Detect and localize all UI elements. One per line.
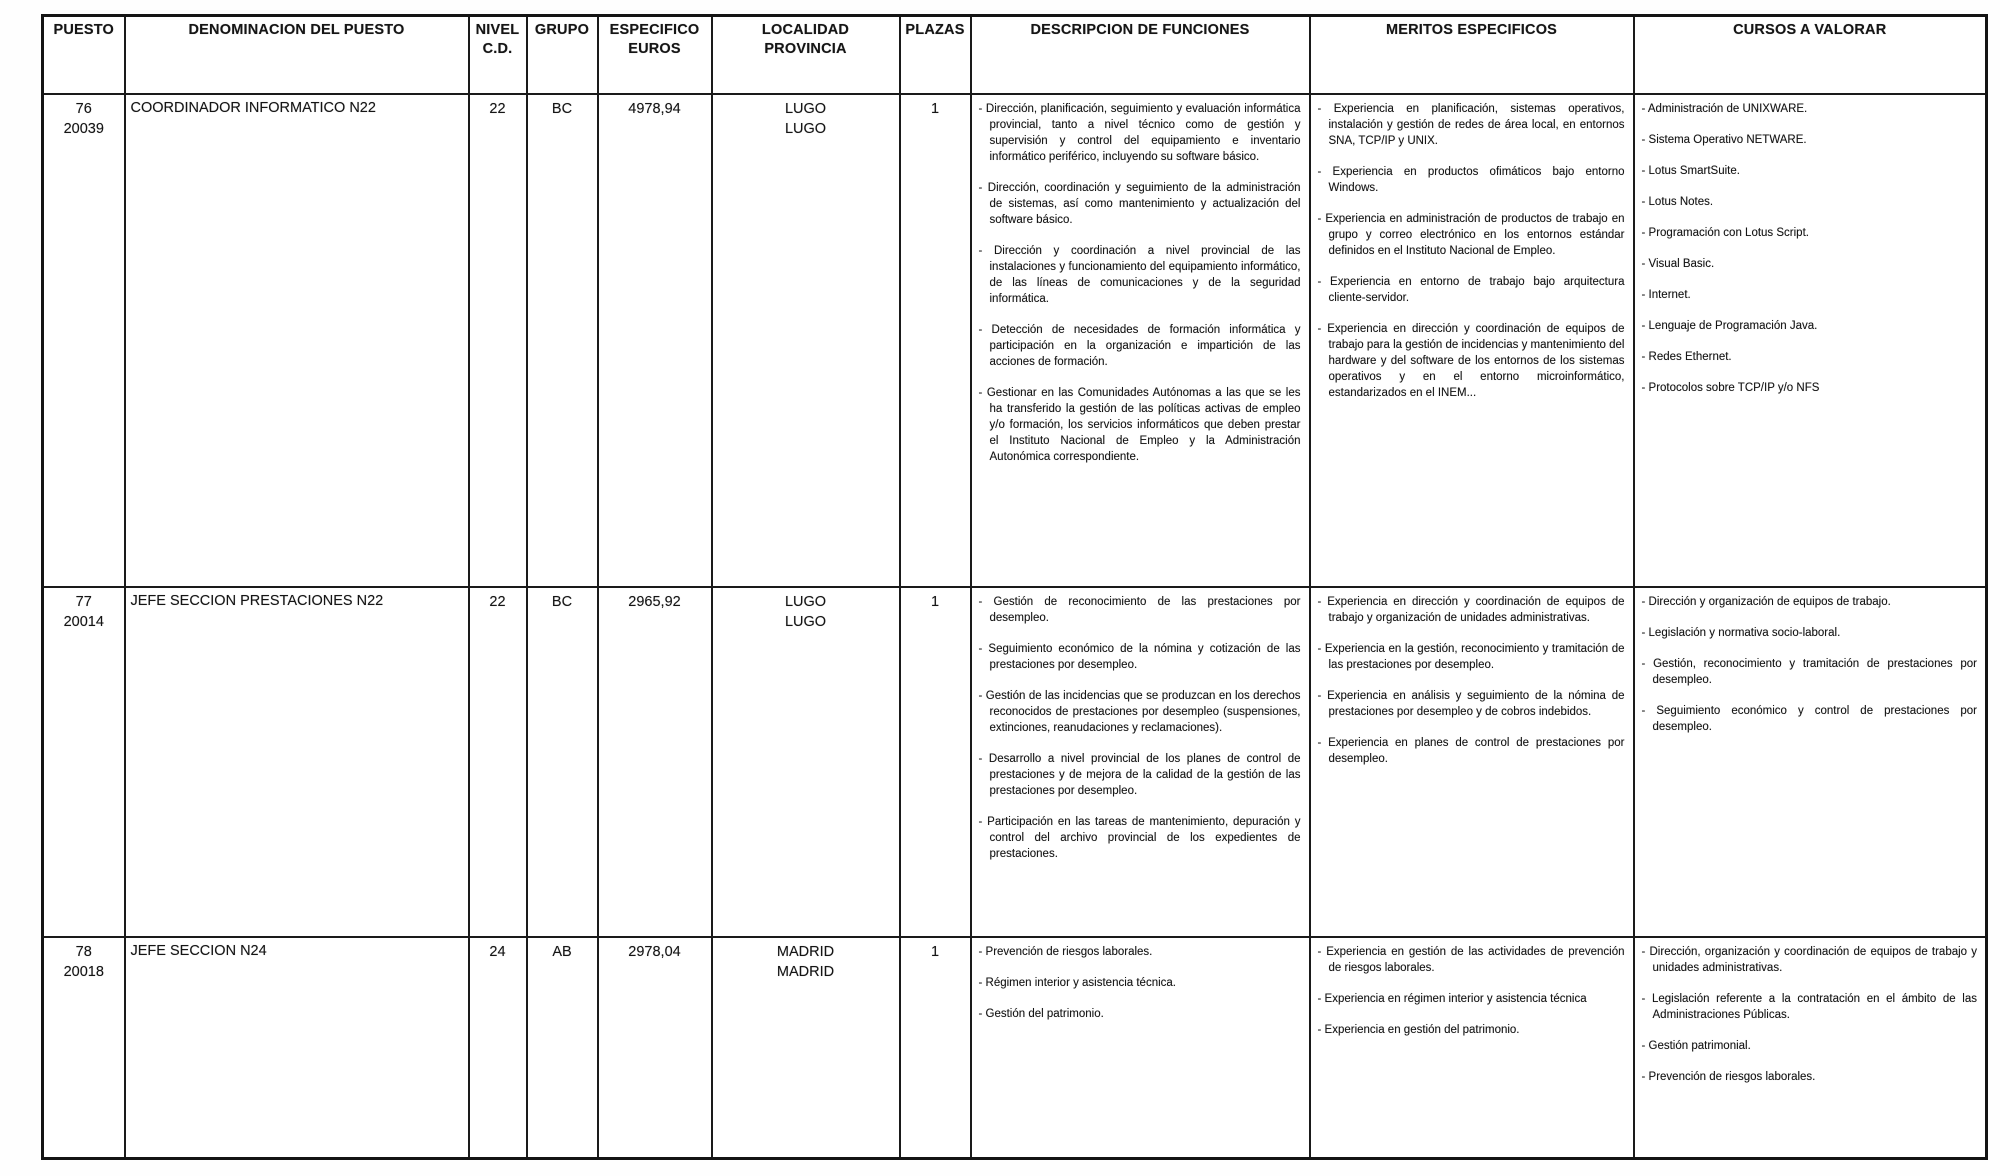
cell-nivel: 24	[469, 937, 527, 1159]
header-localidad	[712, 16, 900, 94]
header-denominacion: DENOMINACION DEL PUESTO	[125, 16, 469, 94]
funciones-list	[979, 594, 1301, 862]
cell-funciones	[971, 587, 1310, 937]
cell-funciones	[971, 94, 1310, 587]
header-especifico-line1: ESPECIFICO	[609, 22, 700, 38]
list-item: - Seguimiento económico de la nómina y cotización de las prestaciones por desempleo.	[978, 642, 1301, 671]
list-item: - Seguimiento económico y control de prestaciones por desempleo.	[1641, 704, 1977, 733]
list-item: - Régimen interior y asistencia técnica.	[978, 976, 1176, 989]
list-item: - Gestión, reconocimiento y tramitación de prestaciones por desempleo.	[1641, 657, 1977, 686]
cell-plazas: 1	[900, 587, 971, 937]
list-item: - Detección de necesidades de formación informática y participación en la organización e impartición de las acciones de formación.	[978, 323, 1301, 368]
cell-localidad	[712, 94, 900, 587]
cell-denominacion: JEFE SECCION N24	[125, 937, 469, 1159]
cursos-list	[1642, 594, 1978, 735]
list-item: - Desarrollo a nivel provincial de los planes de control de prestaciones y de mejora de la calidad de la gestión de las prestaciones por desempleo.	[978, 752, 1301, 797]
cell-especifico: 2965,92	[598, 587, 712, 937]
header-especifico	[598, 16, 712, 94]
table-row-puesto-76	[43, 94, 1987, 587]
provincia: LUGO	[784, 120, 827, 137]
list-item: - Experiencia en planificación, sistemas operativos, instalación y gestión de redes de área local, en entornos SNA, TCP/IP y UNIX.	[1317, 102, 1625, 147]
list-item: - Participación en las tareas de mantenimiento, depuración y control del archivo provincial de los expedientes de prestaciones.	[978, 815, 1301, 860]
list-item: - Legislación referente a la contratación en el ámbito de las Administraciones Públicas.	[1641, 992, 1977, 1021]
cell-puesto	[43, 94, 125, 587]
job-postings-table	[41, 14, 1988, 1160]
list-item: - Visual Basic.	[1641, 257, 1715, 270]
cell-puesto	[43, 937, 125, 1159]
list-item: - Experiencia en régimen interior y asistencia técnica	[1317, 992, 1587, 1005]
cell-cursos	[1634, 937, 1987, 1159]
list-item: - Prevención de riesgos laborales.	[1641, 1070, 1816, 1083]
list-item: - Legislación y normativa socio-laboral.	[1641, 626, 1841, 639]
provincia: LUGO	[784, 613, 827, 630]
list-item: - Experiencia en administración de productos de trabajo en grupo y correo electrónico en los entornos estándar definidos en el Instituto Nacional de Empleo.	[1317, 212, 1625, 257]
puesto-code: 20039	[63, 120, 104, 137]
list-item: - Administración de UNIXWARE.	[1641, 102, 1808, 115]
localidad: LUGO	[784, 100, 827, 117]
list-item: - Internet.	[1641, 288, 1691, 301]
cell-especifico: 4978,94	[598, 94, 712, 587]
list-item: - Experiencia en dirección y coordinación de equipos de trabajo para la gestión de incidencias y mantenimiento del hardware y del software de los entornos de los sistemas operativos y en el entorno microinformático, estandarizados en el INEM...	[1317, 322, 1625, 399]
list-item: - Dirección y organización de equipos de trabajo.	[1641, 595, 1891, 608]
header-puesto: PUESTO	[43, 16, 125, 94]
list-item: - Gestión de reconocimiento de las prestaciones por desempleo.	[978, 595, 1301, 624]
list-item: - Lenguaje de Programación Java.	[1641, 319, 1818, 332]
list-item: - Lotus Notes.	[1641, 195, 1714, 208]
list-item: - Experiencia en gestión de las actividades de prevención de riesgos laborales.	[1317, 945, 1625, 974]
puesto-number: 76	[75, 100, 92, 117]
table-header-row	[43, 16, 1987, 94]
list-item: - Dirección, organización y coordinación de equipos de trabajo y unidades administrativas.	[1641, 945, 1977, 974]
cell-meritos	[1310, 937, 1634, 1159]
header-plazas: PLAZAS	[900, 16, 971, 94]
list-item: - Dirección y coordinación a nivel provincial de las instalaciones y funcionamiento del equipamiento informático, de las líneas de comunicaciones y de la seguridad informática.	[978, 244, 1301, 305]
list-item: - Sistema Operativo NETWARE.	[1641, 133, 1807, 146]
table-row-puesto-77	[43, 587, 1987, 937]
cell-localidad	[712, 587, 900, 937]
list-item: - Gestión del patrimonio.	[978, 1007, 1104, 1020]
puesto-code: 20018	[63, 963, 104, 980]
table-row-puesto-78	[43, 937, 1987, 1159]
list-item: - Experiencia en la gestión, reconocimiento y tramitación de las prestaciones por desempleo.	[1317, 642, 1625, 671]
list-item: - Gestión de las incidencias que se produzcan en los derechos reconocidos de prestaciones por desempleo (suspensiones, extinciones, reanudaciones y reclamaciones).	[978, 689, 1301, 734]
puesto-number: 78	[75, 943, 92, 960]
meritos-list	[1318, 944, 1625, 1038]
meritos-list	[1318, 101, 1625, 401]
list-item: - Gestión patrimonial.	[1641, 1039, 1751, 1052]
header-funciones: DESCRIPCION DE FUNCIONES	[971, 16, 1310, 94]
cell-plazas: 1	[900, 94, 971, 587]
header-cursos: CURSOS A VALORAR	[1634, 16, 1987, 94]
list-item: - Dirección, coordinación y seguimiento de la administración de sistemas, así como mantenimiento y actualización del software básico.	[978, 181, 1301, 226]
cell-cursos	[1634, 587, 1987, 937]
list-item: - Gestionar en las Comunidades Autónomas a las que se les ha transferido la gestión de las políticas activas de empleo y/o formación, los servicios informáticos que deben prestar el Instituto Nacional de Empleo y la Administración Autonómica correspondiente.	[978, 386, 1301, 463]
list-item: - Protocolos sobre TCP/IP y/o NFS	[1641, 381, 1820, 394]
cell-nivel: 22	[469, 94, 527, 587]
puesto-number: 77	[75, 593, 92, 610]
funciones-list	[979, 944, 1301, 1022]
cell-especifico: 2978,04	[598, 937, 712, 1159]
cell-funciones	[971, 937, 1310, 1159]
list-item: - Experiencia en análisis y seguimiento de la nómina de prestaciones por desempleo y de cobros indebidos.	[1317, 689, 1625, 718]
cell-denominacion: JEFE SECCION PRESTACIONES N22	[125, 587, 469, 937]
cell-cursos	[1634, 94, 1987, 587]
provincia: MADRID	[776, 963, 835, 980]
cell-grupo: BC	[527, 587, 598, 937]
list-item: - Experiencia en gestión del patrimonio.	[1317, 1023, 1520, 1036]
list-item: - Experiencia en productos ofimáticos bajo entorno Windows.	[1317, 165, 1625, 194]
header-nivel-line1: NIVEL	[475, 22, 520, 38]
cell-meritos	[1310, 94, 1634, 587]
cell-nivel: 22	[469, 587, 527, 937]
cell-plazas: 1	[900, 937, 971, 1159]
localidad: LUGO	[784, 593, 827, 610]
puesto-code: 20014	[63, 613, 104, 630]
header-meritos: MERITOS ESPECIFICOS	[1310, 16, 1634, 94]
header-localidad-line2: PROVINCIA	[764, 41, 847, 57]
cursos-list	[1642, 101, 1978, 396]
list-item: - Programación con Lotus Script.	[1641, 226, 1809, 239]
header-nivel-line2: C.D.	[482, 41, 513, 57]
header-nivel	[469, 16, 527, 94]
cell-grupo: AB	[527, 937, 598, 1159]
funciones-list	[979, 101, 1301, 465]
list-item: - Experiencia en entorno de trabajo bajo arquitectura cliente-servidor.	[1317, 275, 1625, 304]
list-item: - Dirección, planificación, seguimiento y evaluación informática provincial, tanto a nivel técnico como de gestión y supervisión y control del equipamiento e inventario informático periférico, incluyendo su software básico.	[978, 102, 1301, 163]
header-grupo: GRUPO	[527, 16, 598, 94]
cell-grupo: BC	[527, 94, 598, 587]
list-item: - Experiencia en dirección y coordinación de equipos de trabajo y organización de unidades administrativas.	[1317, 595, 1625, 624]
cell-meritos	[1310, 587, 1634, 937]
cell-localidad	[712, 937, 900, 1159]
cell-denominacion: COORDINADOR INFORMATICO N22	[125, 94, 469, 587]
cell-puesto	[43, 587, 125, 937]
header-localidad-line1: LOCALIDAD	[761, 22, 850, 38]
list-item: - Redes Ethernet.	[1641, 350, 1732, 363]
list-item: - Lotus SmartSuite.	[1641, 164, 1740, 177]
list-item: - Experiencia en planes de control de prestaciones por desempleo.	[1317, 736, 1625, 765]
header-especifico-line2: EUROS	[628, 41, 681, 57]
cursos-list	[1642, 944, 1978, 1085]
list-item: - Prevención de riesgos laborales.	[978, 945, 1153, 958]
meritos-list	[1318, 594, 1625, 767]
localidad: MADRID	[776, 943, 835, 960]
